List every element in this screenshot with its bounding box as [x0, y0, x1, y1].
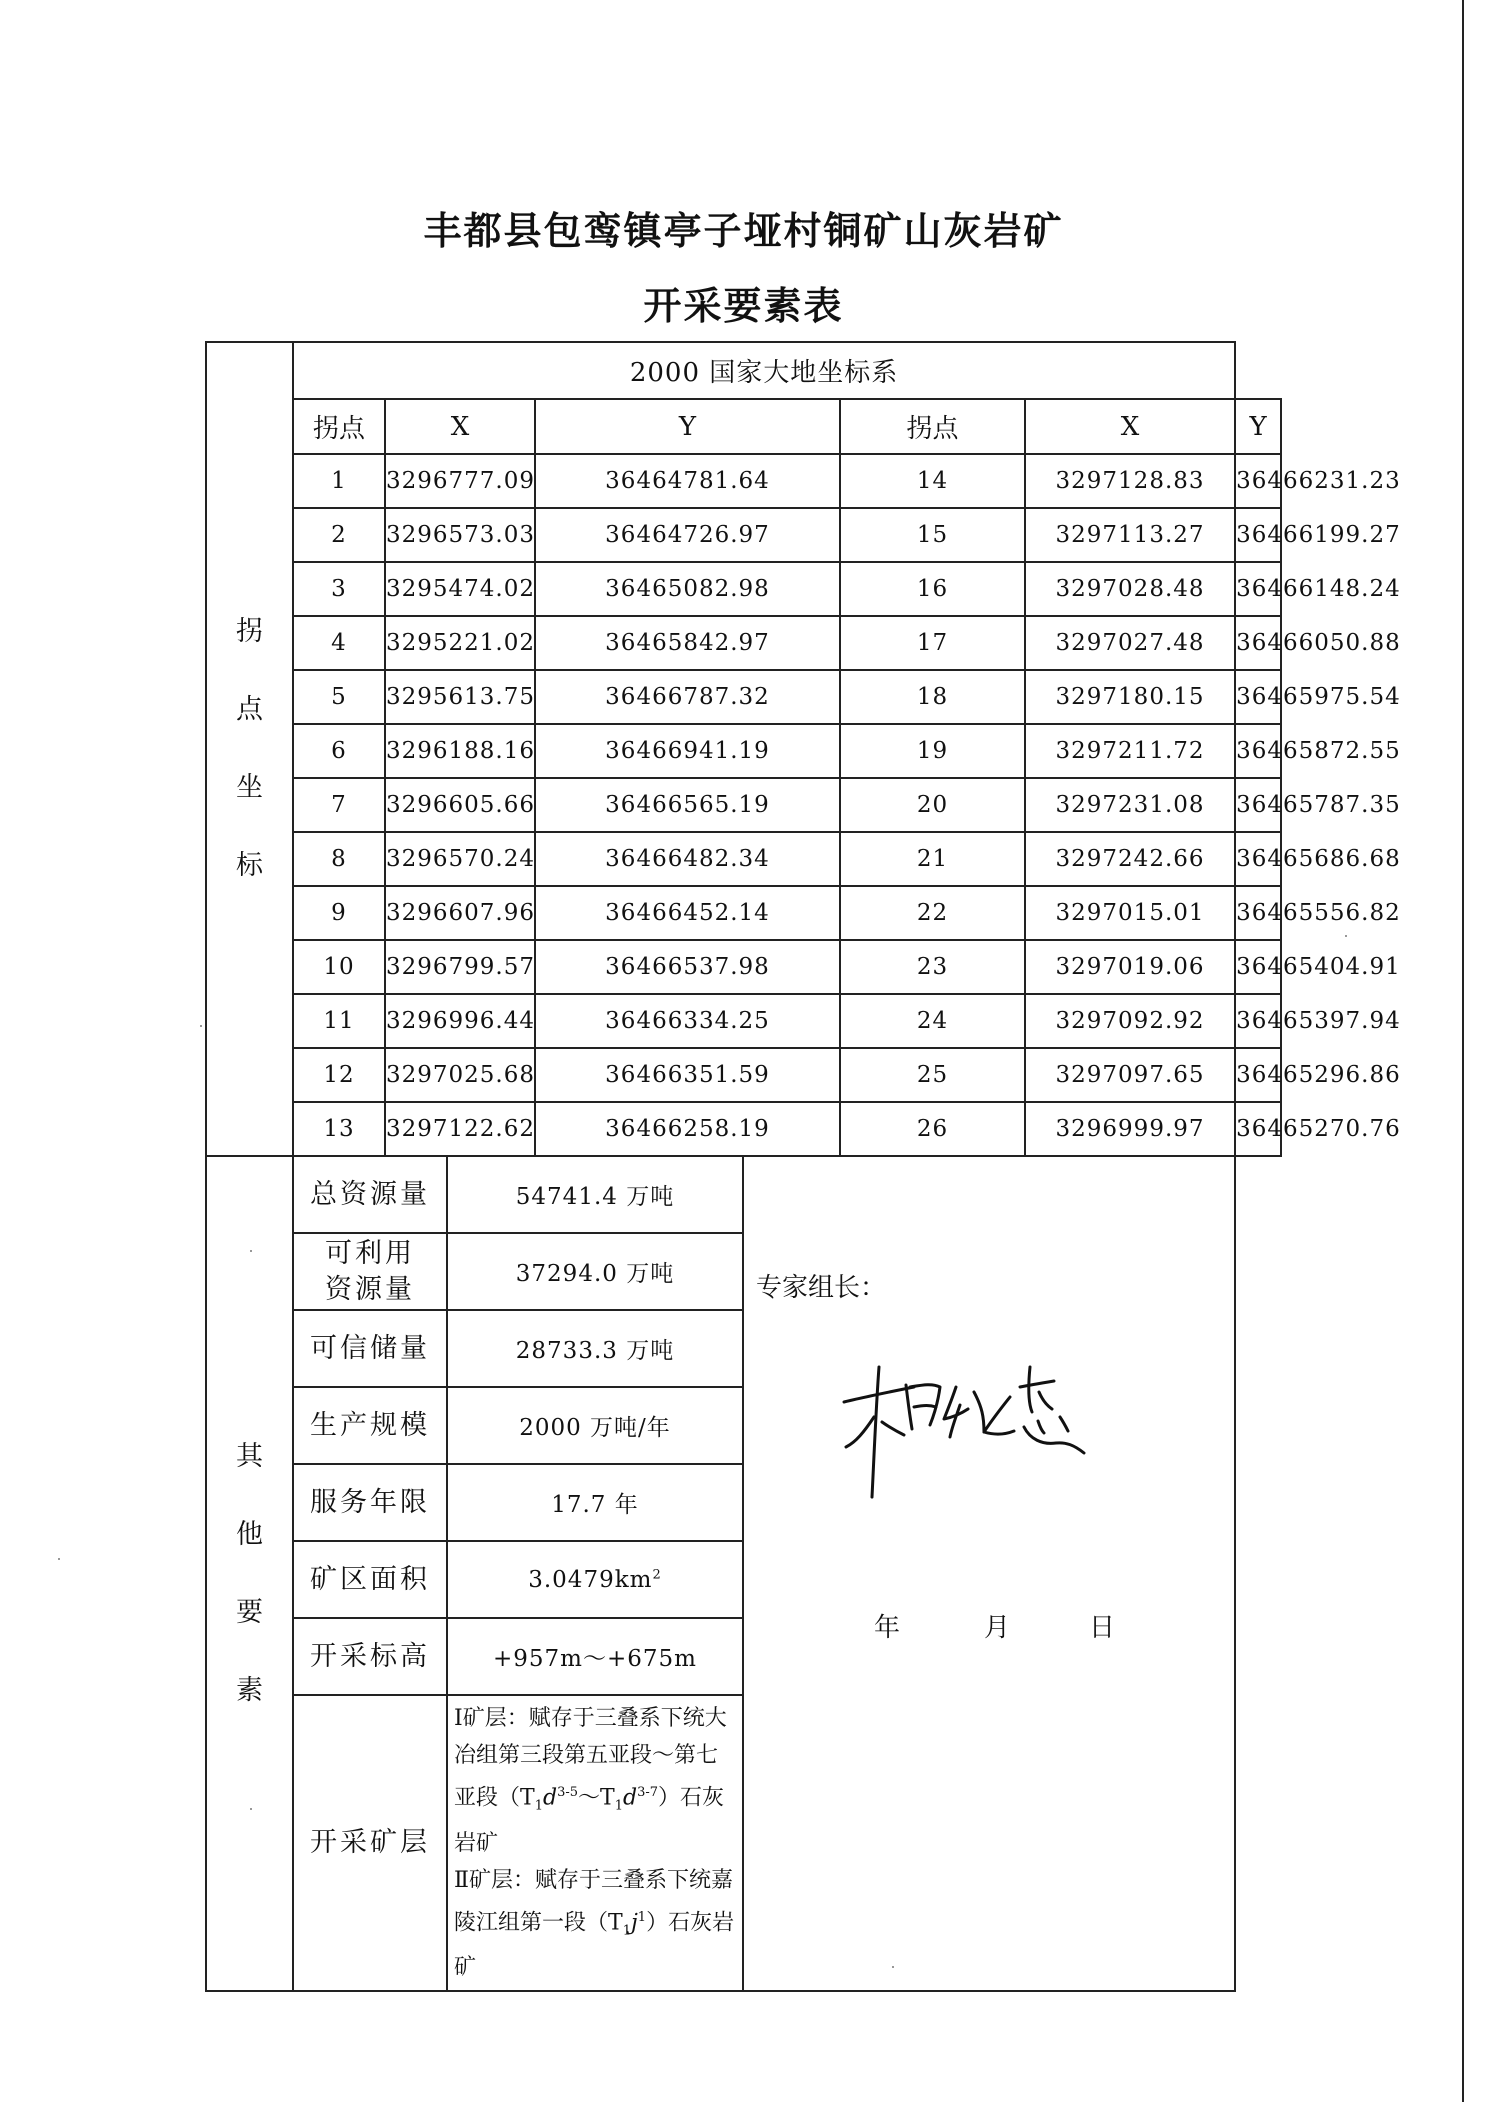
coord-cell-point-right: 20 [840, 778, 1025, 832]
coord-cell-y-left: 36464781.64 [535, 454, 840, 508]
header-y-left: Y [535, 399, 840, 454]
coord-cell-point-right: 26 [840, 1102, 1025, 1156]
coord-cell-x-left: 3296573.03 [385, 508, 535, 562]
header-y-right: Y [1235, 399, 1281, 454]
coord-cell-point-left: 4 [293, 616, 385, 670]
coord-cell-y-right: 36465787.35 [1235, 778, 1281, 832]
coord-cell-y-left: 36464726.97 [535, 508, 840, 562]
scan-speck [1345, 935, 1347, 937]
header-point-right: 拐点 [840, 399, 1025, 454]
side-label-char: 他 [236, 1518, 263, 1550]
date-day: 日 [1089, 1613, 1116, 1643]
coordinate-row [206, 724, 1281, 778]
coord-cell-point-left: 5 [293, 670, 385, 724]
mining-area-value: $3.0479km^2$ [447, 1541, 743, 1618]
coord-cell-point-left: 3 [293, 562, 385, 616]
coord-cell-y-right: 36465404.91 [1235, 940, 1281, 994]
coord-cell-x-left: 3296570.24 [385, 832, 535, 886]
coord-cell-x-right: 3297097.65 [1025, 1048, 1235, 1102]
coord-cell-point-left: 6 [293, 724, 385, 778]
coord-cell-x-right: 3297211.72 [1025, 724, 1235, 778]
coord-cell-point-right: 18 [840, 670, 1025, 724]
mining-elevation-label: 开采标高 [293, 1618, 447, 1695]
coord-cell-y-left: 36466351.59 [535, 1048, 840, 1102]
scan-speck [892, 1966, 894, 1968]
coord-cell-y-right: 36465296.86 [1235, 1048, 1281, 1102]
coord-cell-y-left: 36466482.34 [535, 832, 840, 886]
reliable-reserves-label: 可信储量 [293, 1310, 447, 1387]
layer-1-text: Ⅰ矿层：赋存于三叠系下统大冶组第三段第五亚段～第七亚段$(T_1d^{3-5}\sim T_1d^{3-7})$石灰岩矿 [454, 1706, 727, 1856]
coordinate-row [206, 994, 1281, 1048]
coord-cell-point-left: 9 [293, 886, 385, 940]
coord-cell-point-right: 24 [840, 994, 1025, 1048]
coord-cell-y-left: 36466941.19 [535, 724, 840, 778]
coordinate-row [206, 454, 1281, 508]
side-label-char: 点 [236, 694, 263, 725]
service-life-value: 17.7 年 [447, 1464, 743, 1541]
scan-speck [200, 1025, 202, 1027]
usable-resources-label: 可利用 资源量 [293, 1233, 447, 1310]
scan-speck [250, 1808, 252, 1810]
total-resources-label: 总资源量 [293, 1156, 447, 1233]
coordinate-system: 2000 国家大地坐标系 [293, 342, 1235, 399]
coord-cell-x-left: 3296605.66 [385, 778, 535, 832]
other-elements-side-label [206, 1156, 293, 1991]
coord-cell-point-left: 2 [293, 508, 385, 562]
coord-cell-y-right: 36466231.23 [1235, 454, 1281, 508]
coord-cell-x-right: 3297180.15 [1025, 670, 1235, 724]
coord-cell-y-left: 36465842.97 [535, 616, 840, 670]
date-month: 月 [984, 1613, 1011, 1643]
coord-cell-point-left: 12 [293, 1048, 385, 1102]
coordinates-side-label [206, 342, 293, 1156]
coord-cell-point-right: 17 [840, 616, 1025, 670]
coord-cell-y-right: 36466148.24 [1235, 562, 1281, 616]
coord-cell-x-right: 3297019.06 [1025, 940, 1235, 994]
side-label-char: 其 [236, 1440, 263, 1472]
coord-cell-y-left: 36466787.32 [535, 670, 840, 724]
production-scale-value: 2000 万吨/年 [447, 1387, 743, 1464]
side-label-char: 素 [236, 1674, 263, 1706]
coord-cell-x-left: 3296188.16 [385, 724, 535, 778]
coordinate-row [206, 1102, 1281, 1156]
coord-cell-point-left: 1 [293, 454, 385, 508]
coord-cell-x-left: 3295221.02 [385, 616, 535, 670]
coord-cell-x-right: 3297231.08 [1025, 778, 1235, 832]
coord-cell-point-right: 23 [840, 940, 1025, 994]
coord-cell-x-left: 3296799.57 [385, 940, 535, 994]
coordinate-row [206, 616, 1281, 670]
coord-cell-x-right: 3297028.48 [1025, 562, 1235, 616]
coord-cell-x-left: 3297025.68 [385, 1048, 535, 1102]
coord-cell-y-right: 36466199.27 [1235, 508, 1281, 562]
expert-leader-label: 专家组长： [756, 1273, 887, 1303]
header-x-left: X [385, 399, 535, 454]
coord-cell-y-right: 36465270.76 [1235, 1102, 1281, 1156]
scan-speck [58, 1558, 60, 1560]
mining-elevation-value: +957m～+675m [447, 1618, 743, 1695]
coord-cell-x-right: 3297092.92 [1025, 994, 1235, 1048]
coord-cell-x-left: 3297122.62 [385, 1102, 535, 1156]
coord-cell-point-right: 25 [840, 1048, 1025, 1102]
coord-cell-y-left: 36466452.14 [535, 886, 840, 940]
coord-cell-point-left: 8 [293, 832, 385, 886]
coord-cell-x-left: 3296996.44 [385, 994, 535, 1048]
coord-cell-y-left: 36466565.19 [535, 778, 840, 832]
coord-cell-y-right: 36465872.55 [1235, 724, 1281, 778]
coord-cell-y-right: 36465975.54 [1235, 670, 1281, 724]
coordinate-row [206, 832, 1281, 886]
coordinate-row [206, 508, 1281, 562]
coord-cell-x-right: 3296999.97 [1025, 1102, 1235, 1156]
coord-cell-x-right: 3297128.83 [1025, 454, 1235, 508]
mining-area-label: 矿区面积 [293, 1541, 447, 1618]
coord-cell-y-right: 36465686.68 [1235, 832, 1281, 886]
coord-cell-x-left: 3296777.09 [385, 454, 535, 508]
mining-elements-table [205, 341, 1401, 1992]
side-label-char: 坐 [236, 772, 263, 803]
usable-resources-value: 37294.0 万吨 [447, 1233, 743, 1310]
layer-2-text: Ⅱ矿层：赋存于三叠系下统嘉陵江组第一段$(T_1j^1)$石灰岩矿 [454, 1867, 735, 1981]
coord-cell-point-left: 7 [293, 778, 385, 832]
coordinate-row [206, 940, 1281, 994]
coord-cell-x-right: 3297015.01 [1025, 886, 1235, 940]
document-subtitle: 开采要素表 [643, 283, 844, 328]
coord-cell-x-right: 3297027.48 [1025, 616, 1235, 670]
coord-cell-point-left: 10 [293, 940, 385, 994]
coord-cell-x-right: 3297242.66 [1025, 832, 1235, 886]
coord-cell-point-right: 22 [840, 886, 1025, 940]
coord-cell-x-left: 3295474.02 [385, 562, 535, 616]
mining-layer-label: 开采矿层 [293, 1695, 447, 1991]
side-label-char: 标 [236, 850, 263, 881]
coord-cell-y-left: 36465082.98 [535, 562, 840, 616]
header-x-right: X [1025, 399, 1235, 454]
coord-cell-point-left: 13 [293, 1102, 385, 1156]
coord-cell-y-left: 36466334.25 [535, 994, 840, 1048]
coord-cell-y-left: 36466258.19 [535, 1102, 840, 1156]
coordinate-row [206, 1048, 1281, 1102]
coordinate-row [206, 778, 1281, 832]
coord-cell-y-right: 36465556.82 [1235, 886, 1281, 940]
coord-cell-point-right: 15 [840, 508, 1025, 562]
coord-cell-x-left: 3295613.75 [385, 670, 535, 724]
header-point-left: 拐点 [293, 399, 385, 454]
coord-cell-y-right: 36465397.94 [1235, 994, 1281, 1048]
coord-cell-point-right: 19 [840, 724, 1025, 778]
coord-cell-point-right: 14 [840, 454, 1025, 508]
date-year: 年 [874, 1613, 901, 1643]
coord-cell-x-left: 3296607.96 [385, 886, 535, 940]
coord-cell-point-right: 16 [840, 562, 1025, 616]
side-label-char: 拐 [236, 616, 263, 647]
coordinate-row [206, 886, 1281, 940]
coord-cell-x-right: 3297113.27 [1025, 508, 1235, 562]
coord-cell-y-right: 36466050.88 [1235, 616, 1281, 670]
total-resources-value: 54741.4 万吨 [447, 1156, 743, 1233]
scan-speck [250, 1250, 252, 1252]
service-life-label: 服务年限 [293, 1464, 447, 1541]
coord-cell-y-left: 36466537.98 [535, 940, 840, 994]
coord-cell-point-left: 11 [293, 994, 385, 1048]
production-scale-label: 生产规模 [293, 1387, 447, 1464]
coordinate-row [206, 670, 1281, 724]
coord-cell-point-right: 21 [840, 832, 1025, 886]
side-label-char: 要 [236, 1596, 263, 1628]
reliable-reserves-value: 28733.3 万吨 [447, 1310, 743, 1387]
handwritten-signature [834, 1347, 1094, 1507]
expert-signature-area [743, 1156, 1235, 1991]
mining-layer-description [447, 1695, 743, 1991]
coordinate-row [206, 562, 1281, 616]
document-title: 丰都县包鸾镇亭子垭村铜矿山灰岩矿 [423, 208, 1064, 253]
